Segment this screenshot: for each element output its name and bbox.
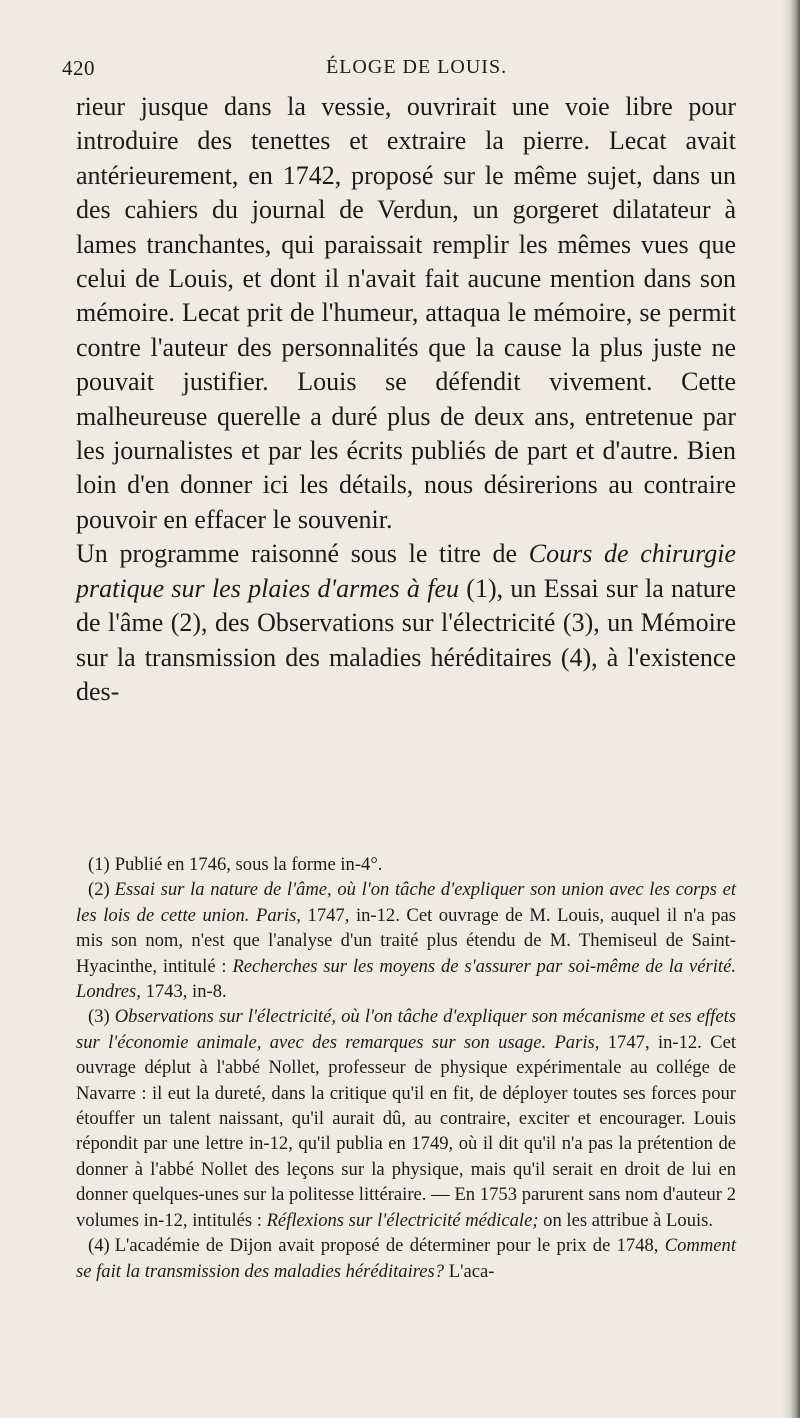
footnote-3-number: (3) — [88, 1006, 110, 1028]
footnote-1 — [76, 852, 736, 877]
footnote-4 — [76, 1233, 736, 1284]
footnote-3-cited-title: Réflexions sur l'électricité médicale; — [266, 1209, 539, 1231]
footnote-2-text-b: 1743, in-8. — [140, 981, 227, 1003]
footnote-3-text-b: on les attribue à Louis. — [538, 1209, 714, 1231]
footnote-4-text-a: L'académie de Dijon avait proposé de déterminer pour le prix de 1748, — [114, 1235, 665, 1257]
footnote-1-number: (1) — [88, 854, 110, 875]
footnotes — [76, 852, 736, 1284]
footnote-2-text-a: 1747, in-12. Cet ouvrage de M. Louis, auquel il n'a pas mis son nom, n'est que l'analyse d'un traité plus étendu de M. Themiseul de Saint-Hyacinthe, intitulé : — [76, 904, 736, 977]
paragraph-2-text-b: (1), un Essai sur la nature de l'âme (2), des Observations sur l'électricité (3), un Mémoire sur la transmission des maladies héréditaires (4), à l'existence des- — [76, 573, 736, 706]
footnote-2 — [76, 877, 736, 1004]
footnote-2-number: (2) — [88, 879, 110, 901]
footnote-3 — [76, 1004, 736, 1233]
page-header — [62, 56, 742, 86]
footnote-2-cited-title: Recherches sur les moyens de s'assurer par soi-même de la vérité. Londres, — [76, 955, 736, 1003]
main-text — [76, 90, 736, 709]
page-number: 420 — [62, 56, 95, 80]
footnote-2-title: Essai sur la nature de l'âme, où l'on tâche d'expliquer son union avec les corps et les lois de cette union. Paris, — [76, 879, 736, 926]
footnote-3-title: Observations sur l'électricité, où l'on tâche d'expliquer son mécanisme et ses effets sur l'économie animale, avec des remarques sur son usage. Paris, — [76, 1006, 736, 1053]
paragraph-2 — [76, 537, 736, 709]
page-edge-shadow — [782, 0, 800, 1418]
footnote-4-title: Comment se fait la transmission des maladies héréditaires? — [76, 1235, 736, 1282]
paragraph-2-text-a: Un programme raisonné sous le titre de — [76, 539, 529, 569]
footnote-4-number: (4) — [88, 1235, 110, 1257]
footnote-3-text-a: 1747, in-12. Cet ouvrage déplut à l'abbé Nollet, professeur de physique expérimentale au collége de Navarre : il eut la dureté, dans la critique qu'il en fit, de déployer toutes ses forces pour étouffer un talent naissant, qu'il aurait dû, au contraire, exciter et encourager. Louis répondit par une lettre in-12, qu'il publia en 1749, où il dit qu'il n'a pas la prétention de donner à l'abbé Nollet des leçons sur la physique, mais qu'il serait en droit de lui en donner quelques-unes sur la politesse littéraire. — En 1753 parurent sans nom d'auteur 2 volumes in-12, intitulés : — [76, 1031, 737, 1231]
paragraph-1: rieur jusque dans la vessie, ouvrirait une voie libre pour introduire des tenettes et extraire la pierre. Lecat avait antérieurement, en 1742, proposé sur le même sujet, dans un des cahiers du journal de Verdun, un gorgeret dilatateur à lames tranchantes, qui paraissait remplir les mêmes vues que celui de Louis, et dont il n'avait fait aucune mention dans son mémoire. Lecat prit de l'humeur, attaqua le mémoire, se permit contre l'auteur des personnalités que la cause la plus juste ne pouvait justifier. Louis se défendit vivement. Cette malheureuse querelle a duré plus de deux ans, entretenue par les journalistes et par les écrits publiés de part et d'autre. Bien loin d'en donner ici les détails, nous désirerions au contraire pouvoir en effacer le souvenir. — [76, 92, 736, 534]
footnote-4-text-b: L'aca- — [444, 1260, 495, 1282]
footnote-1-text: Publié en 1746, sous la forme in-4°. — [114, 854, 383, 875]
course-title: Cours de chirurgie pratique sur les plaies d'armes à feu — [76, 539, 737, 603]
running-head: ÉLOGE DE LOUIS. — [326, 56, 508, 78]
